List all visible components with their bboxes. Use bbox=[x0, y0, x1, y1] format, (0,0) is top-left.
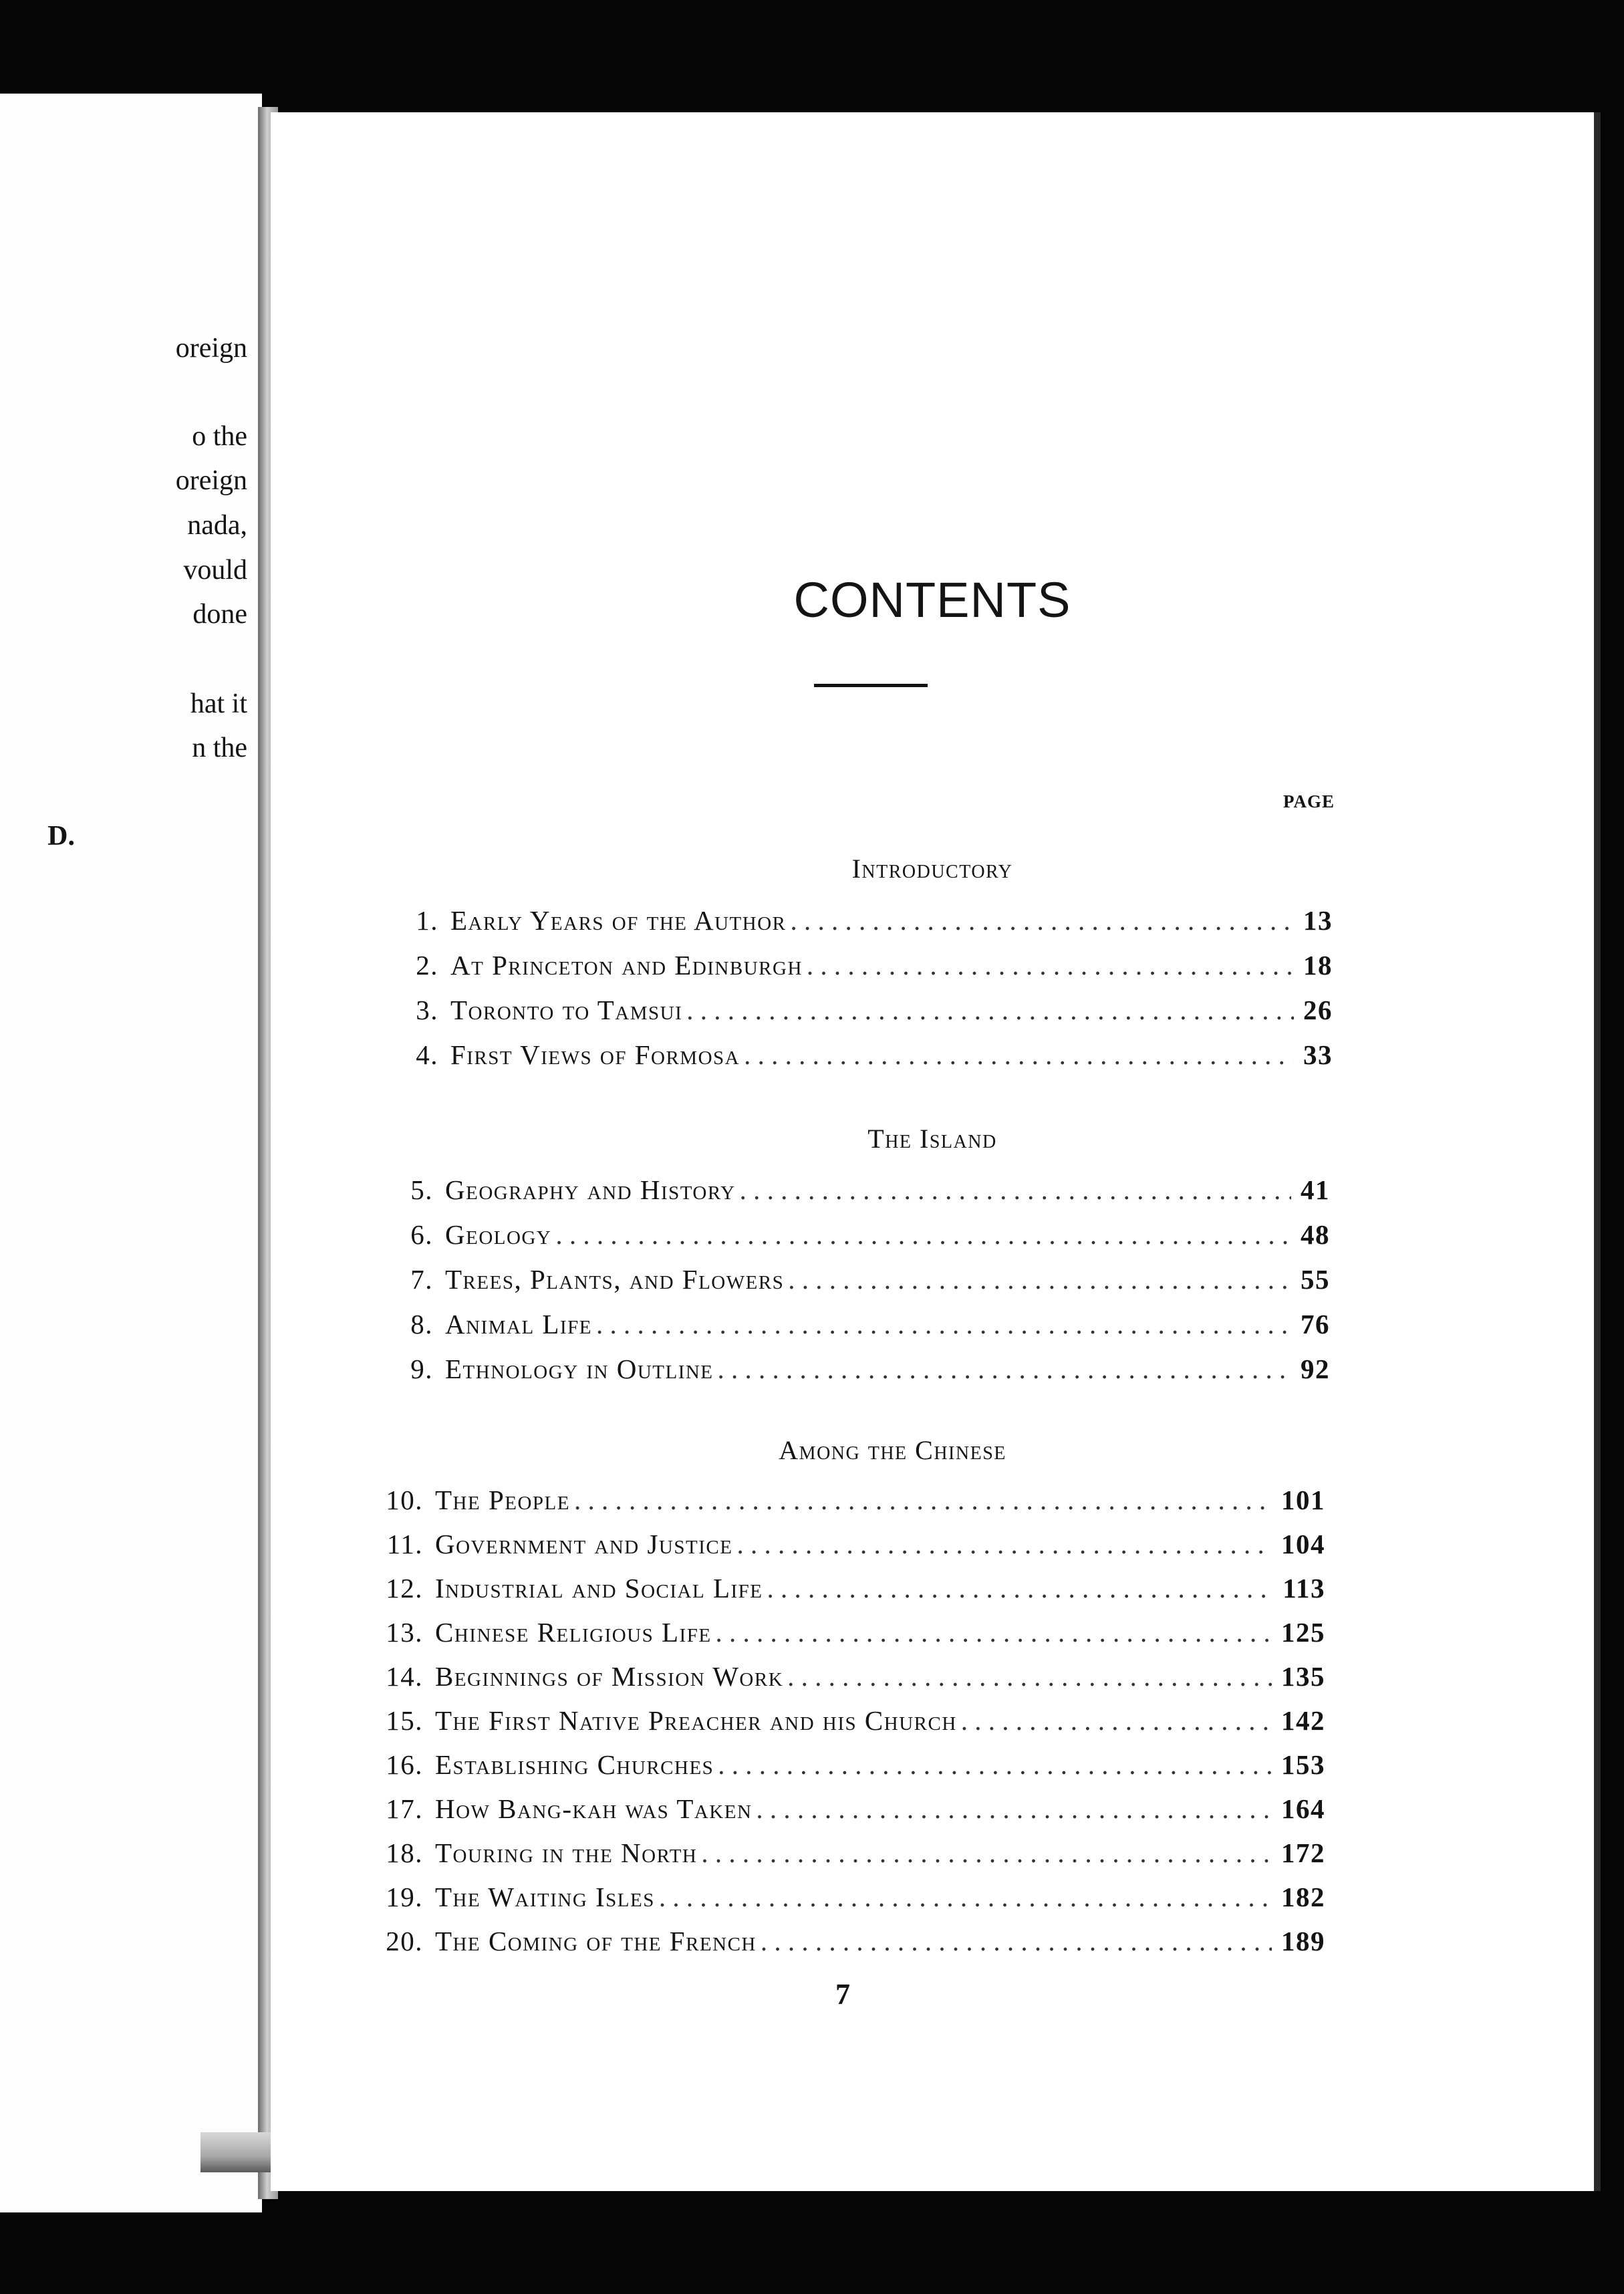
chapter-title: Geology bbox=[445, 1219, 552, 1250]
toc-entry[interactable] bbox=[393, 1353, 1330, 1385]
dot-leader bbox=[736, 1528, 1272, 1560]
chapter-title: At Princeton and Edinburgh bbox=[450, 950, 803, 981]
toc-entry[interactable] bbox=[383, 1528, 1325, 1560]
section-heading: Introductory bbox=[851, 854, 1013, 884]
chapter-title: Chinese Religious Life bbox=[435, 1617, 712, 1648]
dot-leader bbox=[790, 904, 1294, 936]
chapter-number: 10. bbox=[386, 1485, 423, 1515]
chapter-number: 9. bbox=[410, 1354, 433, 1384]
page-number: 13 bbox=[1303, 905, 1333, 936]
page-number: 153 bbox=[1281, 1749, 1325, 1780]
chapter-title: Touring in the North bbox=[435, 1837, 698, 1868]
dot-leader bbox=[555, 1219, 1291, 1251]
page-number: 26 bbox=[1303, 995, 1333, 1025]
page-number: 113 bbox=[1282, 1573, 1325, 1604]
toc-entry[interactable] bbox=[383, 1749, 1325, 1781]
left-page bbox=[0, 94, 262, 2212]
page-number: 41 bbox=[1301, 1174, 1330, 1205]
chapter-title: Beginnings of Mission Work bbox=[435, 1661, 784, 1692]
page-column-label: PAGE bbox=[1283, 791, 1335, 811]
toc-entry[interactable] bbox=[398, 949, 1333, 981]
chapter-number: 14. bbox=[386, 1661, 423, 1692]
dot-leader bbox=[686, 994, 1294, 1026]
dot-leader bbox=[756, 1793, 1272, 1825]
left-page-text: D. bbox=[47, 821, 75, 852]
dot-leader bbox=[788, 1263, 1291, 1295]
page-number: 55 bbox=[1301, 1264, 1330, 1295]
chapter-number: 5. bbox=[410, 1174, 433, 1205]
chapter-number: 2. bbox=[416, 950, 438, 981]
dot-leader bbox=[787, 1660, 1272, 1692]
page-number: 142 bbox=[1281, 1705, 1325, 1736]
toc-entry[interactable] bbox=[383, 1484, 1325, 1516]
left-page-text: oreign bbox=[175, 465, 247, 496]
page-number: 189 bbox=[1281, 1926, 1325, 1956]
page-title: CONTENTS bbox=[793, 572, 1071, 628]
toc-entry[interactable] bbox=[393, 1174, 1330, 1206]
toc-entry[interactable] bbox=[393, 1219, 1330, 1251]
dot-leader bbox=[740, 1174, 1291, 1206]
chapter-number: 19. bbox=[386, 1882, 423, 1912]
page-number: 18 bbox=[1303, 950, 1333, 981]
page-number: 164 bbox=[1281, 1793, 1325, 1824]
page-number: 76 bbox=[1301, 1309, 1330, 1340]
chapter-title: Geography and History bbox=[445, 1174, 736, 1205]
toc-entry[interactable] bbox=[393, 1263, 1330, 1295]
dot-leader bbox=[961, 1704, 1272, 1737]
page-number: 104 bbox=[1281, 1529, 1325, 1559]
chapter-number: 8. bbox=[410, 1309, 433, 1340]
page-number: 101 bbox=[1281, 1485, 1325, 1515]
dot-leader bbox=[596, 1308, 1291, 1340]
chapter-title: The Waiting Isles bbox=[435, 1882, 655, 1912]
chapter-title: Trees, Plants, and Flowers bbox=[445, 1264, 785, 1295]
dot-leader bbox=[767, 1572, 1274, 1604]
chapter-number: 12. bbox=[386, 1573, 423, 1604]
toc-entry[interactable] bbox=[383, 1837, 1325, 1869]
page-number: 92 bbox=[1301, 1354, 1330, 1384]
dot-leader bbox=[718, 1749, 1272, 1781]
dot-leader bbox=[574, 1484, 1272, 1516]
page-number: 182 bbox=[1281, 1882, 1325, 1912]
page-number: 172 bbox=[1281, 1837, 1325, 1868]
chapter-title: Early Years of the Author bbox=[450, 905, 787, 936]
chapter-title: Animal Life bbox=[445, 1309, 592, 1340]
title-rule bbox=[814, 684, 928, 687]
dot-leader bbox=[761, 1925, 1272, 1957]
chapter-number: 15. bbox=[386, 1705, 423, 1736]
toc-entry[interactable] bbox=[383, 1793, 1325, 1825]
chapter-title: First Views of Formosa bbox=[450, 1039, 740, 1070]
chapter-number: 6. bbox=[410, 1219, 433, 1250]
section-heading: The Island bbox=[867, 1124, 997, 1154]
chapter-number: 1. bbox=[416, 905, 438, 936]
dot-leader bbox=[701, 1837, 1272, 1869]
toc-entry[interactable] bbox=[383, 1881, 1325, 1913]
chapter-number: 13. bbox=[386, 1617, 423, 1648]
left-page-text: o the bbox=[192, 421, 247, 452]
toc-entry[interactable] bbox=[398, 1039, 1333, 1071]
toc-entry[interactable] bbox=[383, 1704, 1325, 1737]
toc-entry[interactable] bbox=[383, 1572, 1325, 1604]
page-number: 48 bbox=[1301, 1219, 1330, 1250]
toc-entry[interactable] bbox=[383, 1660, 1325, 1692]
dot-leader bbox=[718, 1353, 1291, 1385]
chapter-title: The Coming of the French bbox=[435, 1926, 757, 1956]
left-page-text: nada, bbox=[187, 510, 247, 541]
chapter-title: Ethnology in Outline bbox=[445, 1354, 714, 1384]
left-page-text: done bbox=[192, 599, 247, 630]
chapter-number: 3. bbox=[416, 995, 438, 1025]
dot-leader bbox=[659, 1881, 1272, 1913]
toc-entry[interactable] bbox=[383, 1925, 1325, 1957]
left-page-text: oreign bbox=[175, 333, 247, 364]
toc-entry[interactable] bbox=[393, 1308, 1330, 1340]
dot-leader bbox=[716, 1616, 1272, 1648]
toc-entry[interactable] bbox=[398, 994, 1333, 1026]
section-heading: Among the Chinese bbox=[779, 1435, 1006, 1465]
chapter-title: Government and Justice bbox=[435, 1529, 733, 1559]
page-number: 33 bbox=[1303, 1039, 1333, 1070]
chapter-number: 20. bbox=[386, 1926, 423, 1956]
chapter-title: Toronto to Tamsui bbox=[450, 995, 683, 1025]
chapter-number: 4. bbox=[416, 1039, 438, 1070]
toc-entry[interactable] bbox=[398, 904, 1333, 936]
dot-leader bbox=[807, 949, 1294, 981]
left-page-text: n the bbox=[192, 733, 247, 763]
chapter-title: Industrial and Social Life bbox=[435, 1573, 763, 1604]
chapter-number: 7. bbox=[410, 1264, 433, 1295]
toc-entry[interactable] bbox=[383, 1616, 1325, 1648]
chapter-number: 11. bbox=[386, 1529, 423, 1559]
left-page-text: vould bbox=[183, 555, 247, 586]
chapter-number: 17. bbox=[386, 1793, 423, 1824]
chapter-number: 18. bbox=[386, 1837, 423, 1868]
page-number: 125 bbox=[1281, 1617, 1325, 1648]
contents-page bbox=[271, 112, 1601, 2191]
chapter-title: Establishing Churches bbox=[435, 1749, 714, 1780]
page-folio: 7 bbox=[835, 1978, 850, 2011]
chapter-title: How Bang-kah was Taken bbox=[435, 1793, 753, 1824]
chapter-number: 16. bbox=[386, 1749, 423, 1780]
dot-leader bbox=[744, 1039, 1294, 1071]
left-page-text: hat it bbox=[190, 688, 247, 719]
chapter-title: The People bbox=[435, 1485, 570, 1515]
chapter-title: The First Native Preacher and his Church bbox=[435, 1705, 957, 1736]
page-number: 135 bbox=[1281, 1661, 1325, 1692]
